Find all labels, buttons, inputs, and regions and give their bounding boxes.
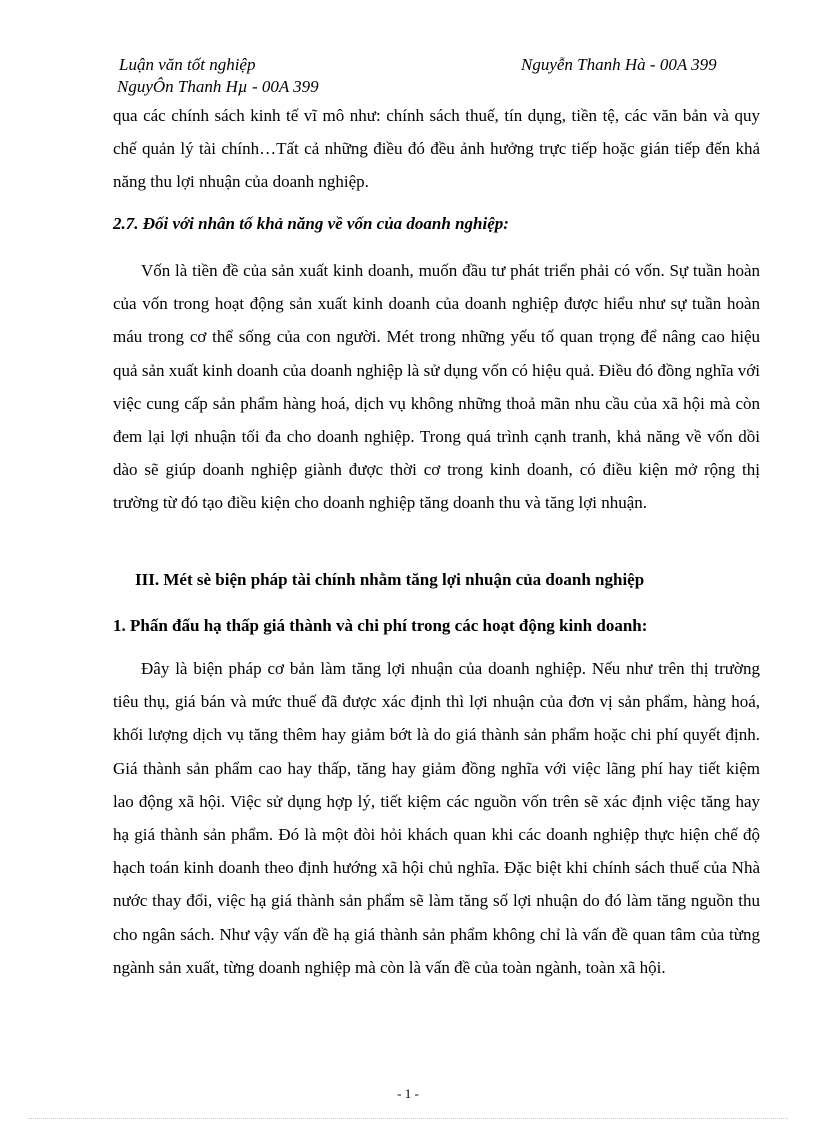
paragraph-capital: Vốn là tiền đề của sản xuất kinh doanh, muốn đầu tư phát triển phải có vốn. Sự tuần hoàn của vốn trong hoạt động sản xuất kinh doanh của doanh nghiệp được hiểu như sự tuần hoàn máu trong cơ thể sống của con người. Mét trong những yếu tố quan trọng để nâng cao hiệu quả sản xuất kinh doanh của doanh nghiệp là sử dụng vốn có hiệu quả. Điều đó đồng nghĩa với việc cung cấp sản phẩm hàng hoá, dịch vụ không những thoả mãn nhu cầu của xã hội mà còn đem lại lợi nhuận tối đa cho doanh nghiệp. Trong quá trình cạnh tranh, khả năng về vốn dồi dào sẽ giúp doanh nghiệp giành được thời cơ trong kinh doanh, có điều kiện mở rộng thị trường từ đó tạo điều kiện cho doanh nghiệp tăng doanh thu và tăng lợi nhuận. <box>113 261 760 513</box>
paragraph-cost-reduction: Đây là biện pháp cơ bản làm tăng lợi nhuận của doanh nghiệp. Nếu như trên thị trường tiêu thụ, giá bán và mức thuế đã được xác định thì lợi nhuận của đơn vị sản phẩm, hàng hoá, khối lượng dịch vụ tăng thêm hay giảm bớt là do giá thành sản phẩm hoặc chi phí quyết định. Giá thành sản phẩm cao hay thấp, tăng hay giảm đồng nghĩa với việc lãng phí hay tiết kiệm lao động xã hội. Việc sử dụng hợp lý, tiết kiệm các nguồn vốn trên sẽ xác định việc tăng hay hạ giá thành sản phẩm. Đó là một đòi hỏi khách quan khi các doanh nghiệp thực hiện chế độ hạch toán kinh doanh theo định hướng xã hội chủ nghĩa. Đặc biệt khi chính sách thuế của Nhà nước thay đổi, việc hạ giá thành sản phẩm sẽ làm tăng số lợi nhuận do đó làm tăng nguồn thu cho ngân sách. Như vậy vấn đề hạ giá thành sản phẩm không chỉ là vấn đề quan tâm của từng ngành sản xuất, từng doanh nghiệp mà còn là vấn đề của toàn ngành, toàn xã hội. <box>113 659 760 977</box>
page-number: - 1 - <box>397 1086 419 1101</box>
page-bottom-divider <box>28 1118 788 1119</box>
paragraph-intro: qua các chính sách kinh tế vĩ mô như: chính sách thuế, tín dụng, tiền tệ, các văn bản và quy chế quản lý tài chính…Tất cả những điều đó đều ảnh hưởng trực tiếp hoặc gián tiếp đến khả năng thu lợi nhuận của doanh nghiệp. <box>113 106 760 192</box>
section-heading-2-7: 2.7. Đối với nhân tố khả năng về vốn của doanh nghiệp: <box>113 214 509 233</box>
header-author-garbled: NguyÔn Thanh Hµ - 00A 399 <box>117 77 319 96</box>
section-heading-1: 1. Phấn đấu hạ thấp giá thành và chi phí trong các hoạt động kinh doanh: <box>113 616 648 635</box>
header-author: Nguyễn Thanh Hà - 00A 399 <box>521 55 717 74</box>
section-heading-iii: III. Mét sè biện pháp tài chính nhằm tăng lợi nhuận của doanh nghiệp <box>135 570 645 589</box>
header-title: Luận văn tốt nghiệp <box>119 55 256 74</box>
